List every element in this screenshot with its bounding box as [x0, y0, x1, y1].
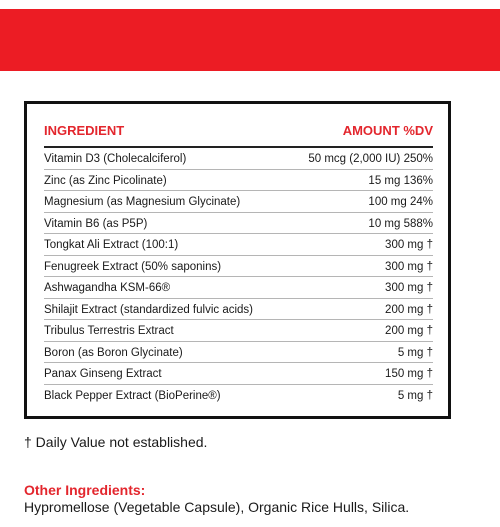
- table-row: [44, 299, 433, 321]
- ingredient-amount: 100 mg 24%: [368, 196, 433, 208]
- ingredient-amount: 5 mg †: [397, 389, 433, 402]
- ingredient-amount: 5 mg †: [397, 346, 433, 359]
- header-amount-dv: AMOUNT %DV: [342, 123, 433, 138]
- red-banner: [0, 9, 500, 71]
- ingredient-amount: 150 mg †: [385, 368, 433, 380]
- ingredient-amount: 10 mg 588%: [368, 217, 433, 230]
- other-ingredients-title: Other Ingredients:: [24, 482, 146, 498]
- ingredient-name: Fenugreek Extract (50% saponins): [44, 260, 222, 273]
- header-ingredient: INGREDIENT: [44, 123, 125, 138]
- daily-value-footnote: † Daily Value not established.: [24, 434, 208, 450]
- ingredient-name: Tongkat Ali Extract (100:1): [44, 239, 179, 251]
- table-row: [44, 385, 433, 406]
- ingredient-name: Vitamin B6 (as P5P): [44, 217, 148, 230]
- ingredient-name: Panax Ginseng Extract: [44, 368, 162, 380]
- top-margin: [0, 0, 500, 9]
- ingredient-amount: 200 mg †: [385, 325, 433, 337]
- ingredient-name: Vitamin D3 (Cholecalciferol): [44, 153, 187, 165]
- table-row: [44, 342, 433, 364]
- table-row: [44, 213, 433, 235]
- ingredient-amount: 300 mg †: [385, 282, 433, 294]
- ingredient-rows: [44, 148, 433, 405]
- other-ingredients-list: Hypromellose (Vegetable Capsule), Organic Rice Hulls, Silica.: [24, 499, 410, 515]
- ingredient-name: Boron (as Boron Glycinate): [44, 346, 183, 359]
- ingredient-name: Tribulus Terrestris Extract: [44, 325, 174, 337]
- ingredient-amount: 50 mcg (2,000 IU) 250%: [308, 153, 433, 165]
- table-row: [44, 170, 433, 192]
- ingredient-name: Magnesium (as Magnesium Glycinate): [44, 196, 241, 208]
- ingredient-name: Black Pepper Extract (BioPerine®): [44, 389, 221, 402]
- table-row: [44, 191, 433, 213]
- ingredient-name: Shilajit Extract (standardized fulvic acids): [44, 303, 253, 316]
- table-row: [44, 148, 433, 170]
- table-row: [44, 320, 433, 342]
- supplement-facts-panel: [24, 101, 451, 419]
- ingredient-amount: 15 mg 136%: [368, 174, 433, 187]
- table-row: [44, 256, 433, 278]
- table-row: [44, 277, 433, 299]
- ingredient-name: Zinc (as Zinc Picolinate): [44, 174, 167, 187]
- ingredient-amount: 300 mg †: [385, 260, 433, 273]
- ingredient-amount: 200 mg †: [385, 303, 433, 316]
- table-row: [44, 363, 433, 385]
- ingredient-amount: 300 mg †: [385, 239, 433, 251]
- facts-header: [44, 123, 433, 141]
- ingredient-name: Ashwagandha KSM-66®: [44, 282, 171, 294]
- table-row: [44, 234, 433, 256]
